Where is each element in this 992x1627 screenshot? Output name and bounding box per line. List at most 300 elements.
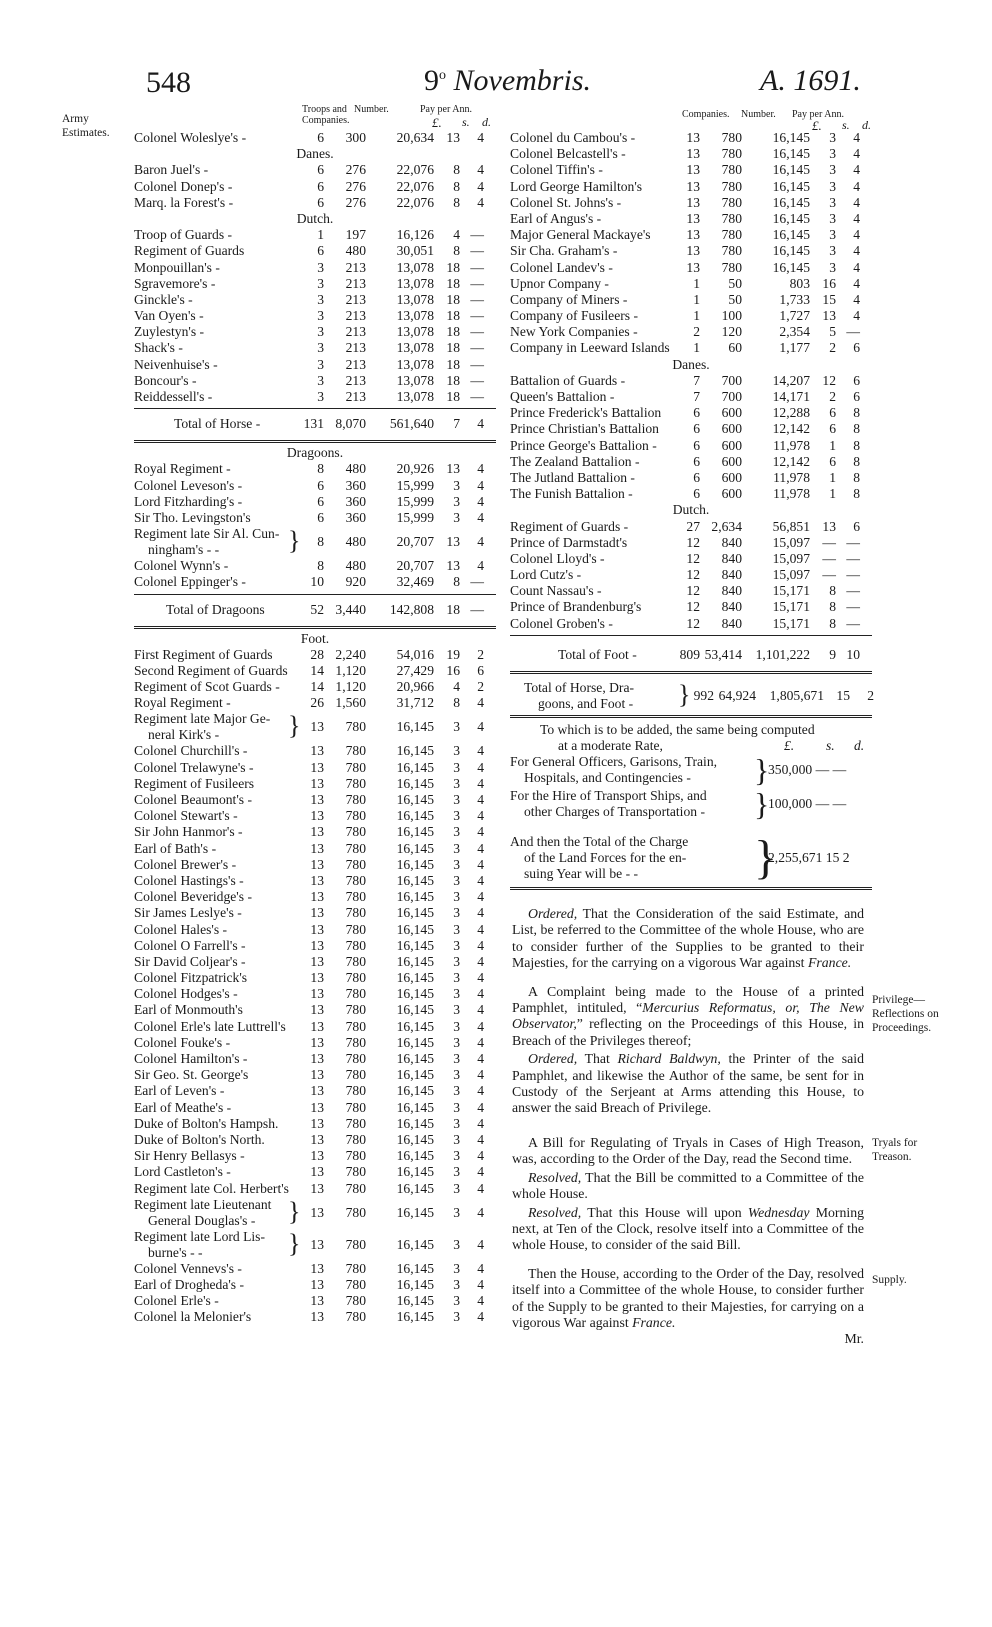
brace-glyph: } <box>288 1228 301 1258</box>
row-shillings: 15 <box>836 687 850 703</box>
table-row <box>510 179 872 195</box>
section-foot: Foot. <box>300 630 330 646</box>
row-companies: 13 <box>310 840 324 856</box>
added-head-l: £. <box>784 737 795 753</box>
row-name-line-1: Regiment late Lieutenant <box>134 1196 272 1212</box>
table-row <box>134 1261 496 1277</box>
row-pounds: 20,707 <box>396 558 434 574</box>
row-shillings: 13 <box>822 518 836 534</box>
row-number: 700 <box>721 372 742 388</box>
row-name: Lord George Hamilton's <box>510 178 643 194</box>
row-number: 780 <box>345 1204 366 1220</box>
row-number: 3,440 <box>335 601 366 617</box>
row-name: Colonel Hales's - <box>134 921 228 937</box>
row-pence: 4 <box>477 1260 484 1276</box>
row-pence: 4 <box>477 1180 484 1196</box>
row-pounds: 11,978 <box>773 437 810 453</box>
row-name: Shack's - <box>134 340 183 356</box>
row-companies: 992 <box>693 687 714 703</box>
row-number: 480 <box>345 534 366 550</box>
row-name: Earl of Angus's - <box>510 210 602 226</box>
row-pounds: 16,145 <box>396 937 434 953</box>
brace-glyph: } <box>754 751 770 788</box>
row-shillings: 8 <box>453 574 460 590</box>
row-number: 700 <box>721 389 742 404</box>
row-name: Prince George's Battalion - <box>510 437 657 453</box>
row-number: 780 <box>345 792 366 807</box>
row-shillings: 3 <box>453 905 460 921</box>
row-pounds: 13,078 <box>396 291 434 307</box>
row-pence: — <box>470 259 484 275</box>
row-shillings: 8 <box>829 599 836 615</box>
line-2: Hospitals, and Contingencies - <box>524 769 691 785</box>
row-shillings: 2 <box>829 340 836 356</box>
row-shillings: 13 <box>822 308 836 324</box>
table-row <box>134 1277 496 1293</box>
row-shillings: 3 <box>453 1115 460 1131</box>
row-shillings: 16 <box>446 662 460 678</box>
row-shillings: 3 <box>829 178 836 194</box>
row-name: Regiment late Col. Herbert's <box>134 1180 289 1196</box>
row-shillings: 3 <box>453 970 460 986</box>
row-pounds: 16,145 <box>396 792 434 807</box>
brace-glyph: } <box>754 830 778 884</box>
row-name: Colonel Beaumont's - <box>134 792 252 807</box>
table-row <box>510 551 872 567</box>
row-companies: 13 <box>310 1164 324 1180</box>
row-number: 840 <box>721 615 742 631</box>
table-row <box>510 195 872 211</box>
row-name: Total of Dragoons <box>166 601 265 617</box>
row-number: 780 <box>345 1309 366 1325</box>
row-companies: 12 <box>686 615 700 631</box>
margin-note-army: Army Estimates. <box>62 113 110 139</box>
row-shillings: 3 <box>829 162 836 178</box>
row-number: 780 <box>345 1002 366 1018</box>
row-name: Total of Foot - <box>558 646 637 662</box>
left-head-d: d. <box>482 115 491 129</box>
paragraph-bill: A Bill for Regulating of Tryals in Cases of High Treason, was, according to the Order of the Day, read the Second time. <box>512 1134 864 1167</box>
row-companies: 13 <box>310 889 324 905</box>
row-shillings: 3 <box>453 986 460 1002</box>
table-row <box>134 743 496 759</box>
row-number: 1,120 <box>335 679 366 695</box>
row-number: 780 <box>345 840 366 856</box>
row-number: 2,240 <box>335 646 366 662</box>
row-name: Colonel Hamilton's - <box>134 1051 248 1066</box>
row-companies: 13 <box>686 194 700 210</box>
row-name: Duke of Bolton's North. <box>134 1131 265 1147</box>
row-pounds: 16,145 <box>772 162 810 178</box>
row-companies: 13 <box>310 856 324 872</box>
row-shillings: 13 <box>446 130 460 145</box>
row-name: Sir Henry Bellasys - <box>134 1148 245 1164</box>
row-pounds: 1,727 <box>779 308 810 324</box>
row-name: Troop of Guards - <box>134 227 233 243</box>
added-intro-line-2 <box>510 738 872 754</box>
row-pounds: 27,429 <box>396 662 434 678</box>
table-row <box>134 663 496 679</box>
row-companies: 6 <box>317 243 324 259</box>
row-pence: 4 <box>853 308 860 324</box>
row-name: Regiment of Guards <box>134 243 245 259</box>
row-shillings: 13 <box>446 461 460 477</box>
row-name: Colonel Vennevs's - <box>134 1260 242 1276</box>
row-number: 213 <box>345 259 366 275</box>
row-pence: — <box>470 574 484 590</box>
row-companies: 13 <box>310 1260 324 1276</box>
left-head-troops: Troops and Companies. <box>302 104 350 126</box>
row-companies: 6 <box>693 453 700 469</box>
row-shillings: 8 <box>453 695 460 711</box>
row-number: 780 <box>345 986 366 1002</box>
row-pence: 4 <box>853 210 860 226</box>
row-number: 8,070 <box>335 416 366 432</box>
row-pounds: 12,142 <box>772 421 810 437</box>
row-companies: 13 <box>686 227 700 243</box>
row-number: 64,924 <box>718 687 756 703</box>
row-pence: 4 <box>853 243 860 259</box>
row-shillings: 3 <box>453 1067 460 1083</box>
paragraph-ordered-1: Ordered, That the Consideration of the said Estimate, and List, be referred to the Committee of the whole House, who are to consider further of the Supplies to be granted to their Majesties, for the carrying on a vigorous War against France. <box>512 906 864 971</box>
row-companies: 13 <box>686 259 700 275</box>
row-pence: 4 <box>477 840 484 856</box>
row-number: 213 <box>345 275 366 291</box>
row-name: Van Oyen's - <box>134 308 204 324</box>
row-companies: 13 <box>310 872 324 888</box>
row-companies: 13 <box>310 970 324 986</box>
row-number: 600 <box>721 421 742 437</box>
table-row <box>510 373 872 389</box>
row-pence: 8 <box>853 453 860 469</box>
row-pence: 4 <box>477 477 484 493</box>
table-row <box>134 357 496 373</box>
table-row <box>134 760 496 776</box>
table-row <box>134 373 496 389</box>
row-shillings: 3 <box>453 953 460 969</box>
row-companies: 13 <box>310 1083 324 1099</box>
table-row <box>134 889 496 905</box>
row-pence: 4 <box>477 178 484 194</box>
row-companies: 13 <box>310 1115 324 1131</box>
row-number: 300 <box>345 130 366 145</box>
row-companies: 13 <box>310 986 324 1002</box>
row-shillings: 3 <box>453 1083 460 1099</box>
row-name: The Funish Battalion - <box>510 486 633 502</box>
row-shillings: 9 <box>829 646 836 662</box>
row-number: 780 <box>345 1148 366 1164</box>
table-row <box>134 292 496 308</box>
row-name: Lord Cutz's - <box>510 567 582 583</box>
row-pence: 4 <box>477 534 484 550</box>
page-number: 548 <box>146 66 191 99</box>
row-pounds: 14,207 <box>772 372 810 388</box>
row-pence: 4 <box>477 970 484 986</box>
row-name: Boncour's - <box>134 372 197 388</box>
row-name: Regiment of Guards - <box>510 518 629 534</box>
table-row <box>510 583 872 599</box>
row-number: 840 <box>721 567 742 583</box>
row-number: 600 <box>721 405 742 421</box>
row-name: Colonel Lloyd's - <box>510 550 605 566</box>
row-shillings: 1 <box>829 486 836 502</box>
row-number: 276 <box>345 178 366 194</box>
row-name: Colonel Brewer's - <box>134 856 237 872</box>
row-shillings: 8 <box>453 243 460 259</box>
row-pence: — <box>846 615 860 631</box>
table-row <box>134 1083 496 1099</box>
table-row <box>134 776 496 792</box>
table-row <box>134 308 496 324</box>
table-row <box>134 243 496 259</box>
left-estimate-table <box>134 130 496 1325</box>
row-name: Company of Miners - <box>510 291 628 307</box>
row-pence: 6 <box>853 372 860 388</box>
row-shillings: 3 <box>453 477 460 493</box>
row-companies: 8 <box>317 534 324 550</box>
row-pounds: 16,145 <box>396 1164 434 1180</box>
proceedings-text <box>512 906 864 1348</box>
row-name: Colonel la Melonier's <box>134 1309 252 1325</box>
row-shillings: 3 <box>453 1309 460 1325</box>
table-row <box>134 260 496 276</box>
row-name: Count Nassau's - <box>510 583 602 599</box>
table-row <box>510 438 872 454</box>
row-number: 780 <box>721 210 742 226</box>
row-companies: 6 <box>317 178 324 194</box>
table-row <box>134 1148 496 1164</box>
row-pounds: 16,145 <box>396 808 434 824</box>
table-row <box>510 470 872 486</box>
row-name: Earl of Monmouth's <box>134 1002 243 1018</box>
row-companies: 13 <box>310 1034 324 1050</box>
row-pence: 4 <box>477 1309 484 1325</box>
row-pounds: 22,076 <box>396 194 434 210</box>
row-number: 780 <box>345 970 366 986</box>
row-number: 213 <box>345 324 366 340</box>
row-number: 780 <box>345 824 366 840</box>
row-pounds: 16,145 <box>396 905 434 921</box>
table-row <box>134 1100 496 1116</box>
row-shillings: 3 <box>453 775 460 791</box>
table-row <box>134 179 496 195</box>
left-head-pay: Pay per Ann. <box>420 104 472 115</box>
row-pence: 4 <box>477 856 484 872</box>
added-intro-line-1: To which is to be added, the same being computed <box>540 721 815 737</box>
row-pence: 4 <box>477 493 484 509</box>
row-number: 780 <box>345 905 366 921</box>
row-pence: 4 <box>477 759 484 775</box>
row-pence: 6 <box>477 662 484 678</box>
right-head-l: £. <box>812 118 822 133</box>
row-shillings: 15 <box>822 291 836 307</box>
table-row <box>134 574 496 590</box>
row-pounds: 16,145 <box>396 1099 434 1115</box>
table-row <box>510 308 872 324</box>
row-pounds: 13,078 <box>396 356 434 372</box>
row-pence: 4 <box>477 1067 484 1083</box>
row-pounds: 16,145 <box>772 259 810 275</box>
row-shillings: 3 <box>453 856 460 872</box>
row-pence: 4 <box>853 162 860 178</box>
table-row <box>134 1002 496 1018</box>
paragraph-complaint: A Complaint being made to the House of a printed Pamphlet, intituled, “Mercurius Reformatus, or, The New Observator,” reflecting on the Proceedings of this House, in Breach of the Privileges thereof; <box>512 983 864 1048</box>
row-name: Colonel Fouke's - <box>134 1034 231 1050</box>
row-pounds: 15,171 <box>772 615 810 631</box>
row-number: 780 <box>345 1260 366 1276</box>
row-number: 213 <box>345 308 366 324</box>
row-companies: 3 <box>317 275 324 291</box>
row-pounds: 16,145 <box>396 856 434 872</box>
row-pounds: 13,078 <box>396 372 434 388</box>
row-pounds: 54,016 <box>396 646 434 662</box>
row-name: Sgravemore's - <box>134 275 216 291</box>
table-row <box>510 211 872 227</box>
row-companies: 13 <box>686 146 700 162</box>
row-pence: 4 <box>477 1115 484 1131</box>
row-pounds: 15,171 <box>772 599 810 615</box>
row-number: 50 <box>728 291 742 307</box>
row-companies: 14 <box>310 662 324 678</box>
table-rule <box>510 715 872 718</box>
row-name: Colonel Tiffin's - <box>510 162 603 178</box>
row-shillings: 19 <box>446 646 460 662</box>
row-shillings: 18 <box>446 372 460 388</box>
row-shillings: 18 <box>446 389 460 404</box>
table-row <box>134 970 496 986</box>
row-shillings: 3 <box>453 808 460 824</box>
row-name: Lord Fitzharding's - <box>134 493 243 509</box>
row-pounds: 12,142 <box>772 453 810 469</box>
row-name: Upnor Company - <box>510 275 609 291</box>
table-rule <box>134 440 496 443</box>
row-shillings: 3 <box>453 937 460 953</box>
row-number: 780 <box>345 1099 366 1115</box>
row-companies: 1 <box>693 308 700 324</box>
row-name: Colonel Stewart's - <box>134 808 238 824</box>
row-companies: 1 <box>693 291 700 307</box>
total-foot-row <box>510 642 872 668</box>
row-pounds: 15,097 <box>772 550 810 566</box>
row-companies: 1 <box>693 340 700 356</box>
row-pence: — <box>470 372 484 388</box>
row-companies: 7 <box>693 372 700 388</box>
row-pence: — <box>846 583 860 599</box>
row-companies: 3 <box>317 389 324 404</box>
table-row <box>134 647 496 663</box>
table-row <box>134 695 496 711</box>
row-pence: 4 <box>477 1051 484 1066</box>
row-pounds: 16,145 <box>396 889 434 905</box>
row-name-line-2: goons, and Foot - <box>538 695 634 711</box>
row-number: 360 <box>345 493 366 509</box>
table-row <box>510 243 872 259</box>
row-companies: 809 <box>679 646 700 662</box>
total-dragoons-row <box>134 597 496 623</box>
row-number: 480 <box>345 243 366 259</box>
row-companies: 13 <box>310 953 324 969</box>
row-companies: 1 <box>693 275 700 291</box>
table-row <box>134 1164 496 1180</box>
table-row-cunningham <box>134 526 496 558</box>
row-name: Colonel Erle's - <box>134 1293 219 1309</box>
row-shillings: — <box>822 534 836 550</box>
table-rule <box>510 671 872 674</box>
brace-glyph: } <box>288 1196 301 1226</box>
row-pence: — <box>470 227 484 243</box>
row-pence: 4 <box>477 416 484 432</box>
row-pence: — <box>470 308 484 324</box>
row-pounds: 16,145 <box>396 1204 434 1220</box>
table-row <box>134 857 496 873</box>
row-companies: 13 <box>310 1309 324 1325</box>
row-shillings: 3 <box>829 146 836 162</box>
row-pounds: 16,145 <box>772 227 810 243</box>
table-row <box>134 938 496 954</box>
row-name: Ginckle's - <box>134 291 193 307</box>
row-shillings: — <box>822 550 836 566</box>
row-companies: 13 <box>310 905 324 921</box>
table-row <box>510 130 872 146</box>
table-row <box>510 599 872 615</box>
table-row <box>134 792 496 808</box>
table-row <box>134 1051 496 1067</box>
row-name: Duke of Bolton's Hampsh. <box>134 1115 279 1131</box>
row-pence: 4 <box>477 1204 484 1220</box>
row-pounds: 15,999 <box>396 477 434 493</box>
row-shillings: 3 <box>453 1099 460 1115</box>
row-pounds: 1,101,222 <box>755 646 810 662</box>
row-number: 780 <box>345 1131 366 1147</box>
row-name: Colonel Wynn's - <box>134 558 229 574</box>
line-1: For General Officers, Garisons, Train, <box>510 753 718 769</box>
row-companies: 2 <box>693 324 700 340</box>
row-companies: 13 <box>310 1018 324 1034</box>
row-name: Colonel St. Johns's - <box>510 194 622 210</box>
row-shillings: 4 <box>453 227 460 243</box>
row-name: Earl of Leven's - <box>134 1083 225 1099</box>
row-name: Baron Juel's - <box>134 162 209 178</box>
row-shillings: 18 <box>446 275 460 291</box>
row-pence: 4 <box>853 146 860 162</box>
row-shillings: 3 <box>453 1260 460 1276</box>
right-head-d: d. <box>862 118 871 132</box>
row-pence: 4 <box>477 1034 484 1050</box>
row-name: Colonel Hastings's - <box>134 872 244 888</box>
row-number: 780 <box>345 872 366 888</box>
table-row <box>134 510 496 526</box>
row-pence: — <box>470 340 484 356</box>
row-number: 840 <box>721 583 742 599</box>
row-pence: 8 <box>853 421 860 437</box>
row-pounds: 12,288 <box>772 405 810 421</box>
table-row <box>134 227 496 243</box>
table-row <box>510 535 872 551</box>
row-shillings: 3 <box>829 210 836 226</box>
row-pounds: 16,145 <box>396 1148 434 1164</box>
row-companies: 28 <box>310 646 324 662</box>
row-number: 780 <box>345 856 366 872</box>
row-name: Battalion of Guards - <box>510 372 626 388</box>
row-name: First Regiment of Guards <box>134 646 273 662</box>
table-row <box>510 519 872 535</box>
row-companies: 6 <box>693 421 700 437</box>
block-value: 350,000 — — <box>768 761 847 777</box>
page-date: 9$^o$ Novembris. <box>424 64 591 97</box>
row-number: 780 <box>345 1293 366 1309</box>
row-pounds: 22,076 <box>396 162 434 178</box>
row-name: Prince Christian's Battalion <box>510 421 659 437</box>
